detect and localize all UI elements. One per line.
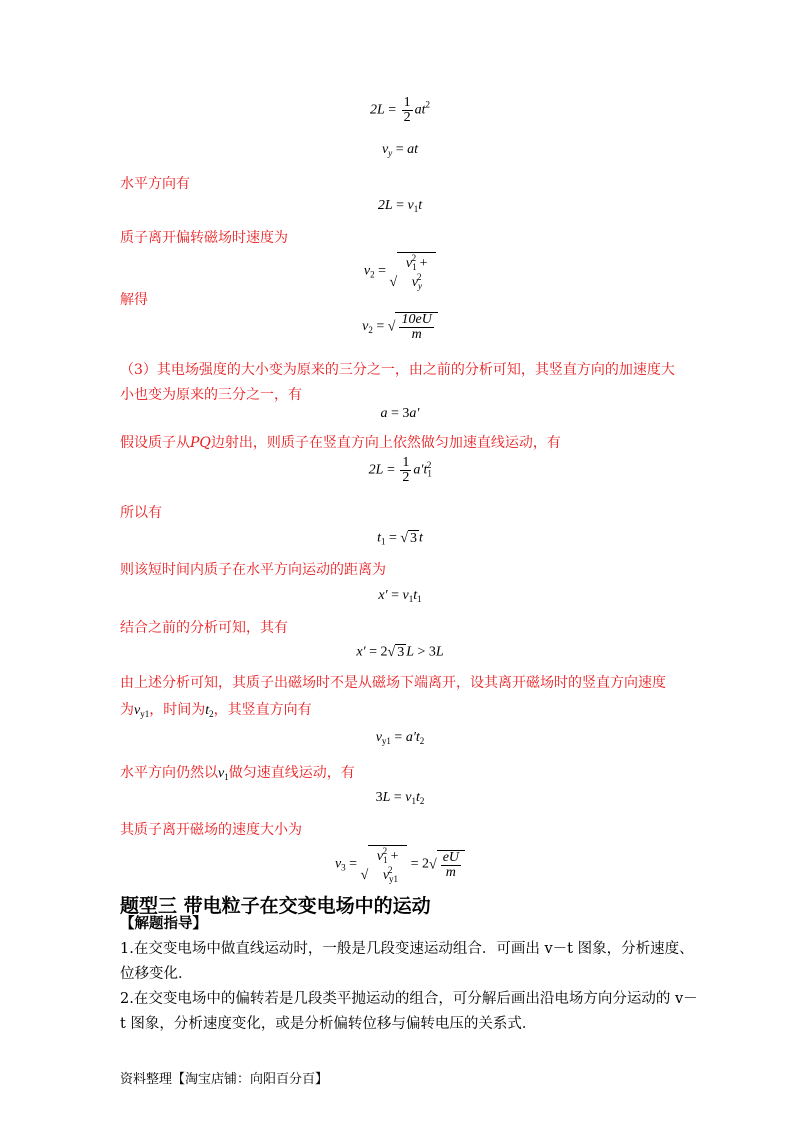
text-exit-speed: 质子离开偏转磁场时速度为 xyxy=(120,230,288,246)
text-analysis: 由上述分析可知，其质子出磁场时不是从磁场下端离开，设其离开磁场时的竖直方向速度 xyxy=(120,675,666,691)
text-final-speed: 其质子离开磁场的速度大小为 xyxy=(120,822,302,838)
text-assume-c: 边射出，则质子在竖直方向上依然做匀加速直线运动，有 xyxy=(210,435,561,451)
text-horizontal: 水平方向有 xyxy=(120,176,190,192)
text-uniform: 水平方向仍然以$v_1$做匀速直线运动，有 xyxy=(120,765,355,782)
equation-9: $x' = v_1t_1$ xyxy=(378,588,422,604)
text-combine: 结合之前的分析可知，其有 xyxy=(120,620,288,636)
text-assume xyxy=(120,433,561,453)
footer-note: 资料整理【淘宝店铺：向阳百分百】 xyxy=(120,1072,329,1087)
guide-heading: 【解题指导】 xyxy=(120,915,207,932)
text-solve: 解得 xyxy=(120,292,148,308)
section-title: 题型三 带电粒子在交变电场中的运动 xyxy=(120,895,431,917)
text-define-b: ，时间为 xyxy=(149,702,206,718)
equation-8: $t_1$ = √ 3 t xyxy=(377,530,423,547)
text-uniform-b: 做匀速直线运动，有 xyxy=(228,765,355,781)
equation-10: x′ = 2√ 3 L > 3L xyxy=(356,644,444,660)
equation-5: $v_2$ = √ $\frac{10eU}{m}$ xyxy=(0,312,800,342)
equation-11: $v_{y1} = a't_2$ xyxy=(375,730,425,746)
equation-2: $v_y$ = at xyxy=(381,142,418,158)
text-part3-b: 小也变为原来的三分之一，有 xyxy=(120,387,302,403)
text-define-c: ，其竖直方向有 xyxy=(213,702,312,718)
text-assume-pq: PQ xyxy=(190,435,211,451)
text-assume-a: 假设质子从 xyxy=(120,435,190,451)
equation-4: $v_2 = √v_1^2 + v_y^2$ xyxy=(0,252,800,291)
guide-p2-b: t 图象，分析速度变化，或是分析偏转位移与偏转电压的关系式． xyxy=(120,1016,537,1032)
text-uniform-a: 水平方向仍然以 xyxy=(120,765,218,781)
equation-13: $v_3 = √v_1^2 + v_{y1}^2 = 2√$ $\frac{eU}{m}$ xyxy=(0,845,800,884)
equation-1: 2L = $\frac{1}{2}$ $at^2$ xyxy=(369,95,431,125)
text-define-vars: 为$v_{y1}$，时间为$t_2$，其竖直方向有 xyxy=(120,702,312,719)
equation-7: 2L = $\frac{1}{2}$ $a't_1^2$ xyxy=(368,455,432,485)
guide-p2-a: 2.在交变电场中的偏转若是几段类平抛运动的组合，可分解后画出沿电场方向分运动的 v－ xyxy=(120,991,698,1007)
equation-12: $3L = v_1t_2$ xyxy=(375,790,425,806)
text-distance: 则该短时间内质子在水平方向运动的距离为 xyxy=(120,562,386,578)
text-define-a: 为 xyxy=(120,702,134,718)
text-so: 所以有 xyxy=(120,505,162,521)
guide-p1-a: 1.在交变电场中做直线运动时，一般是几段变速运动组合．可画出 v－t 图象，分析速度、 xyxy=(120,941,694,957)
equation-6: a = 3a′ xyxy=(380,406,420,421)
equation-3: $2L = v_1t$ xyxy=(377,198,423,214)
guide-p1-b: 位移变化． xyxy=(120,966,193,982)
text-part3-a: （3）其电场强度的大小变为原来的三分之一，由之前的分析可知，其竖直方向的加速度大 xyxy=(120,362,675,378)
